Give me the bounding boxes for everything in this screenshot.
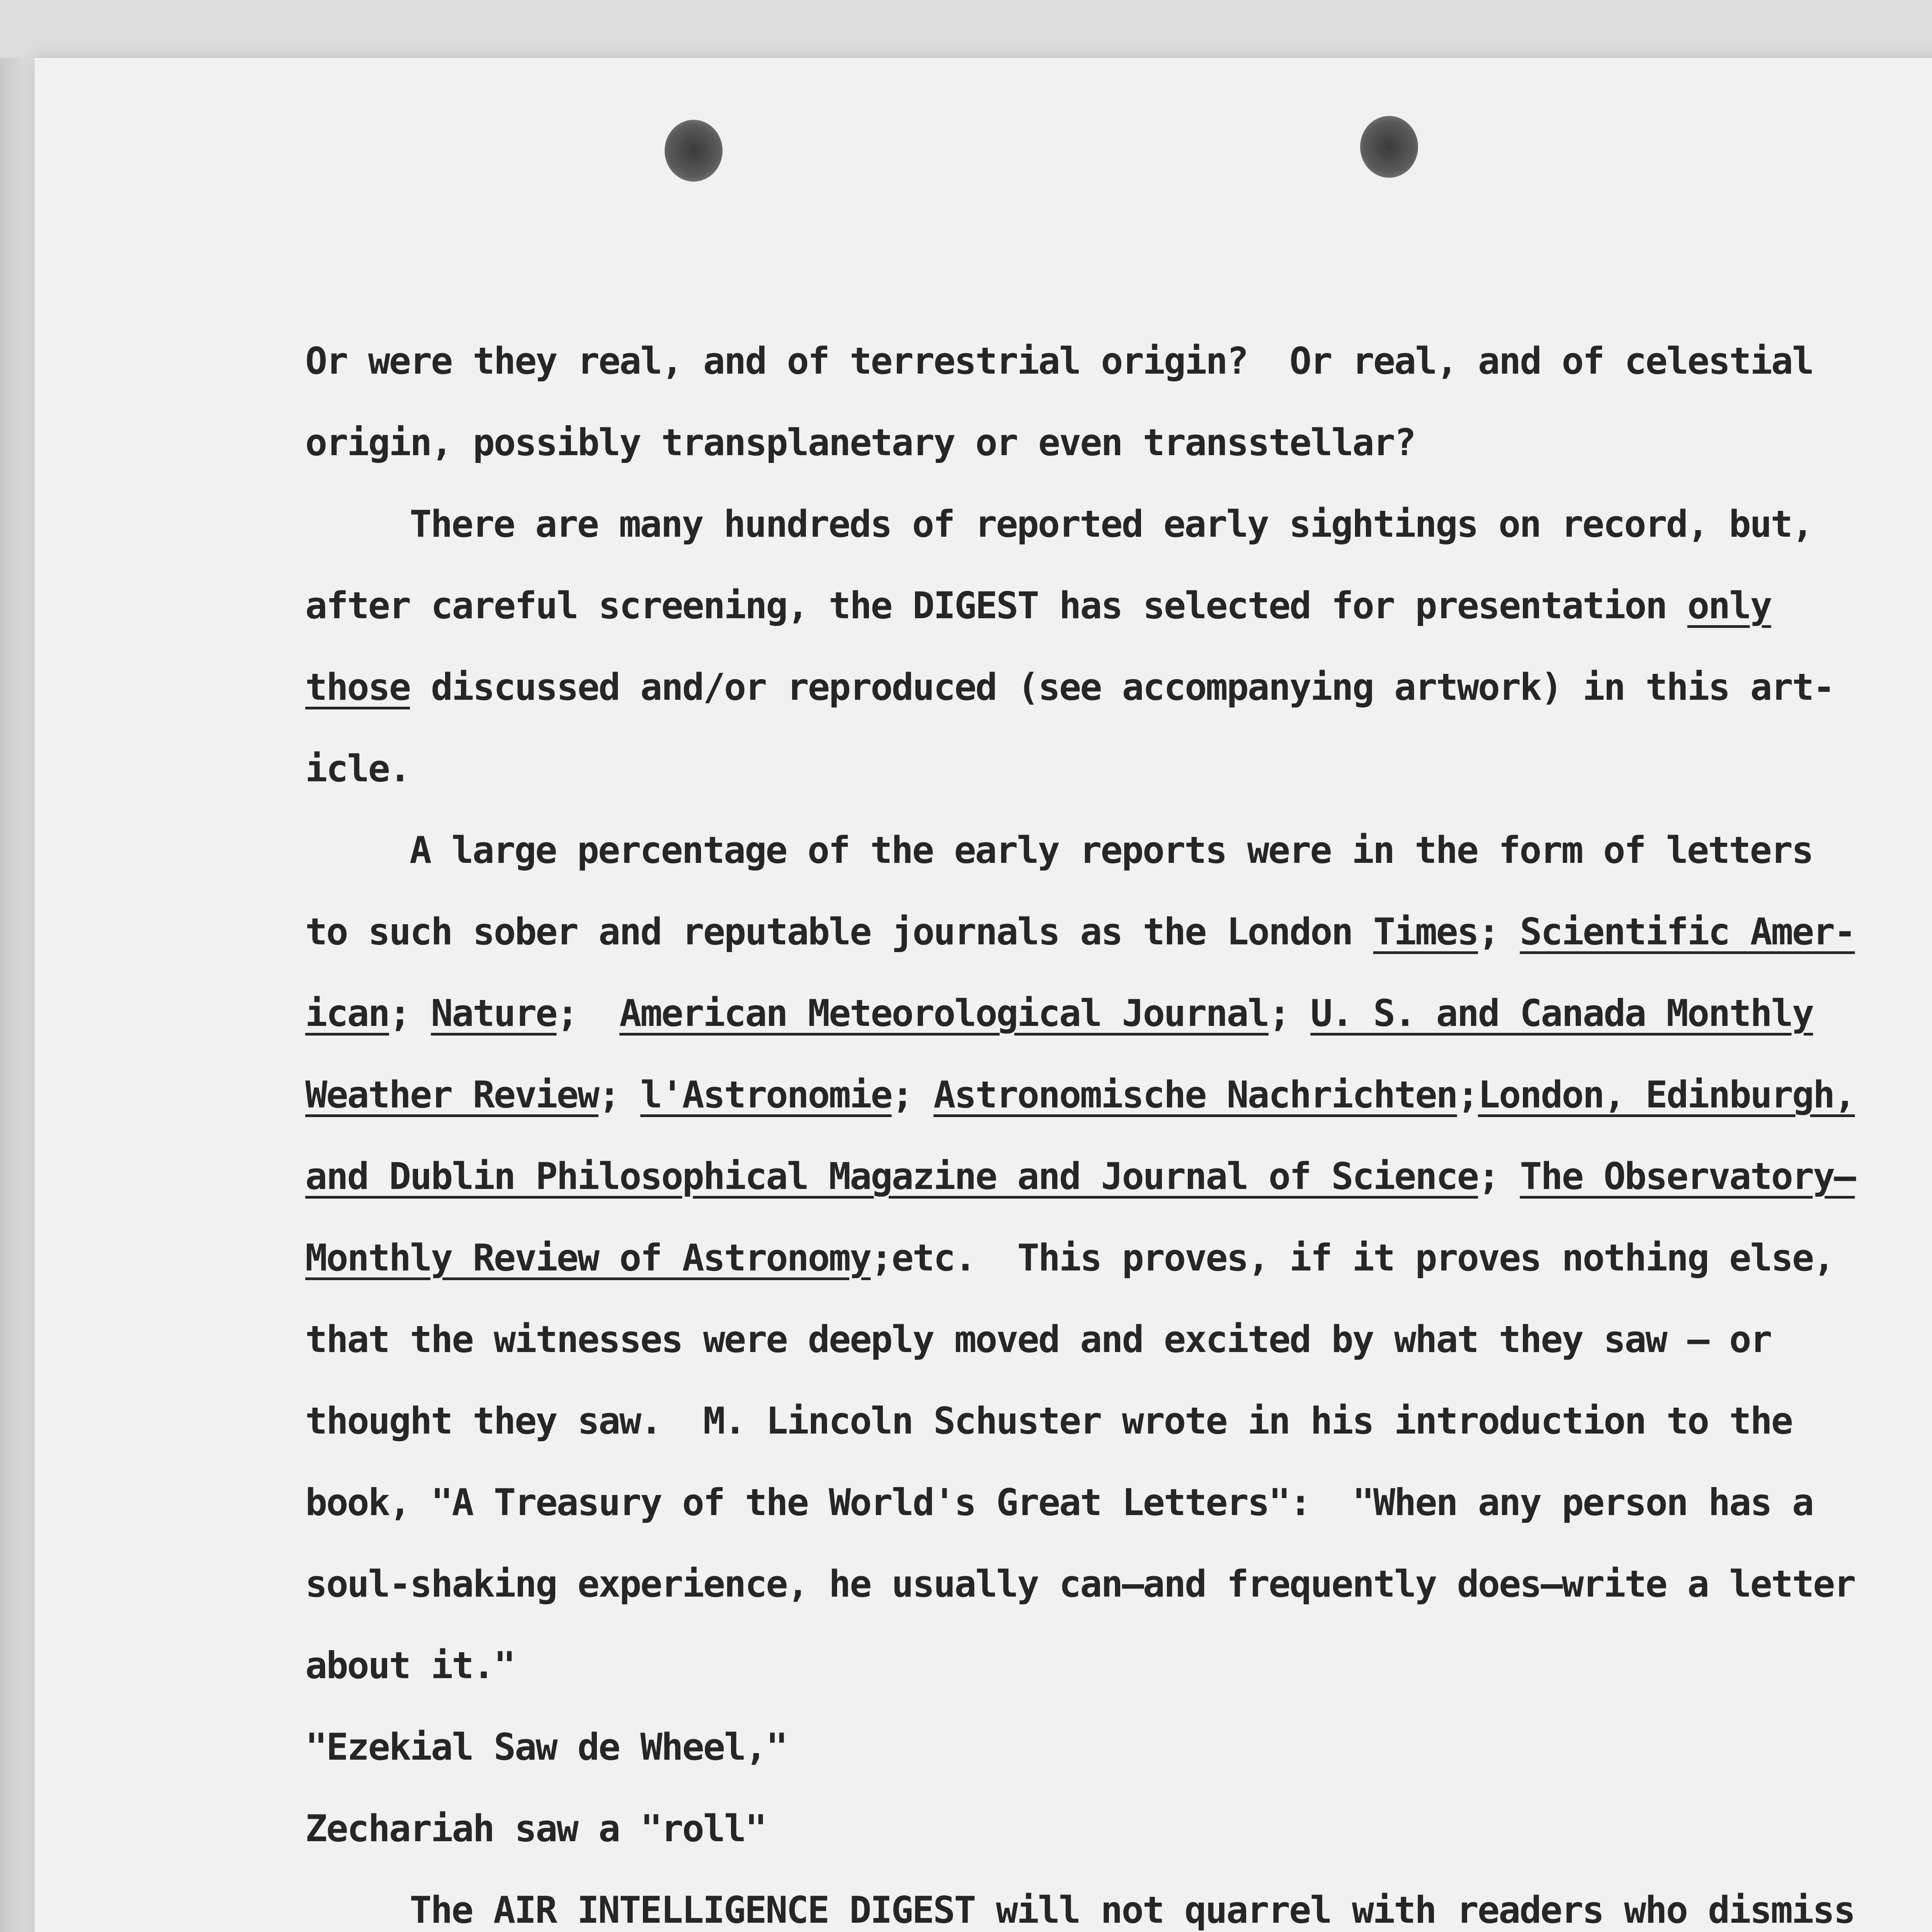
- text-line: [305, 1707, 1889, 1788]
- underlined-text: The Observatory—: [1520, 1155, 1855, 1198]
- text-segment: Or were they real, and of terrestrial origin? Or real, and of celestial: [305, 340, 1813, 383]
- underlined-text: U. S. and Canada Monthly: [1310, 992, 1813, 1035]
- underlined-text: and Dublin Philosophical Magazine and Journal of Science: [305, 1155, 1478, 1198]
- text-segment: discussed and/or reproduced (see accompanying artwork) in this art-: [410, 666, 1834, 709]
- underlined-text: London, Edinburgh,: [1478, 1074, 1855, 1116]
- punch-hole: [1360, 116, 1418, 178]
- underlined-text: American Meteorological Journal: [619, 992, 1269, 1035]
- text-segment: after careful screening, the DIGEST has selected for presentation: [305, 585, 1687, 627]
- text-line: [305, 321, 1889, 402]
- text-line: [305, 1136, 1889, 1218]
- text-line: [305, 1544, 1889, 1625]
- text-line: [305, 891, 1889, 973]
- text-segment: ;: [1457, 1074, 1478, 1116]
- text-segment: ;: [389, 992, 431, 1035]
- underlined-text: ican: [305, 992, 389, 1035]
- text-line: [305, 647, 1889, 728]
- text-segment: that the witnesses were deeply moved and excited by what they saw — or: [305, 1318, 1771, 1361]
- text-line: [305, 728, 1889, 810]
- text-line: [305, 1218, 1889, 1299]
- text-line: [305, 565, 1889, 647]
- text-segment: There are many hundreds of reported early sightings on record, but,: [410, 503, 1813, 546]
- text-segment: "Ezekial Saw de Wheel,": [305, 1726, 787, 1769]
- text-segment: book, "A Treasury of the World's Great Letters": "When any person has a: [305, 1481, 1813, 1524]
- text-line: [305, 1870, 1889, 1932]
- punch-hole: [665, 120, 723, 182]
- text-line: [305, 1054, 1889, 1136]
- body-text: [305, 321, 1889, 1932]
- text-segment: thought they saw. M. Lincoln Schuster wrote in his introduction to the: [305, 1400, 1792, 1442]
- text-segment: A large percentage of the early reports were in the form of letters: [410, 829, 1813, 872]
- text-line: [305, 1381, 1889, 1462]
- underlined-text: Astronomische Nachrichten: [933, 1074, 1457, 1116]
- text-line: [305, 484, 1889, 565]
- text-segment: ;: [556, 992, 619, 1035]
- underlined-text: Scientific Amer-: [1520, 911, 1855, 953]
- text-line: [305, 1299, 1889, 1381]
- text-line: [305, 973, 1889, 1054]
- underlined-text: those: [305, 666, 410, 709]
- text-segment: ;: [891, 1074, 934, 1116]
- underlined-text: Weather Review: [305, 1074, 599, 1116]
- scan-left-edge: [0, 58, 35, 1932]
- text-segment: to such sober and reputable journals as the London: [305, 911, 1373, 953]
- text-segment: origin, possibly transplanetary or even transstellar?: [305, 422, 1415, 464]
- text-line: [305, 402, 1889, 484]
- underlined-text: l'Astronomie: [640, 1074, 892, 1116]
- text-segment: ;: [598, 1074, 641, 1116]
- text-segment: Zechariah saw a "roll": [305, 1808, 766, 1850]
- text-line: [305, 810, 1889, 891]
- underlined-text: Monthly Review of Astronomy: [305, 1237, 871, 1279]
- underlined-text: only: [1687, 585, 1771, 627]
- underlined-text: Times: [1373, 911, 1478, 953]
- text-line: [305, 1625, 1889, 1707]
- text-line: [305, 1462, 1889, 1544]
- text-segment: ;: [1268, 992, 1311, 1035]
- underlined-text: Nature: [431, 992, 557, 1035]
- text-segment: ;: [1478, 911, 1520, 953]
- text-segment: soul-shaking experience, he usually can—and frequently does—write a letter: [305, 1563, 1855, 1605]
- text-segment: ;: [1478, 1155, 1520, 1198]
- text-segment: icle.: [305, 748, 410, 790]
- text-segment: The AIR INTELLIGENCE DIGEST will not quarrel with readers who dismiss: [410, 1889, 1855, 1932]
- text-line: [305, 1788, 1889, 1870]
- text-segment: about it.": [305, 1645, 515, 1687]
- text-segment: ;etc. This proves, if it proves nothing else,: [871, 1237, 1834, 1279]
